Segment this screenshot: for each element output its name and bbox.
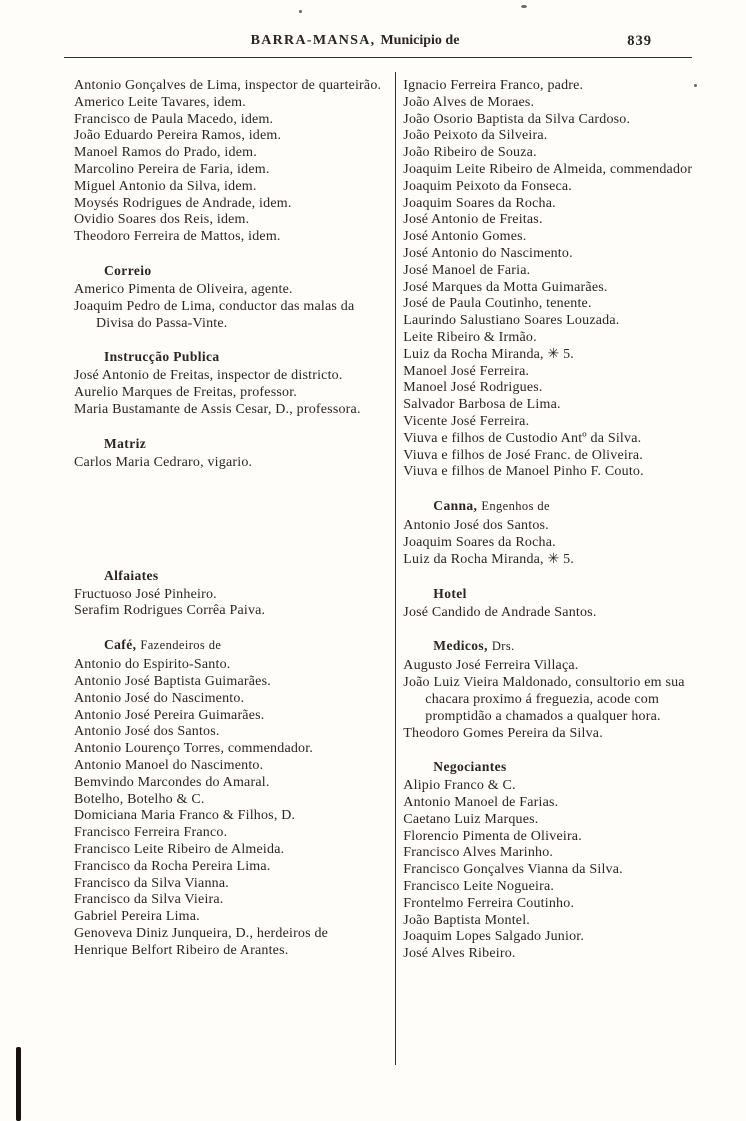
directory-entry: Laurindo Salustiano Soares Louzada. [403,313,620,329]
section-title: Instrucção Publica [104,349,220,365]
directory-entry: João Luiz Vieira Maldonado, consultorio em sua chacara proximo á freguezia, acode com promptidão a chamados a qualquer hora. [403,675,685,724]
municipality-title-suffix: Municipio de [380,33,460,48]
directory-entry: Francisco da Silva Vianna. [74,875,229,891]
directory-entry: Frontelmo Ferreira Coutinho. [403,895,575,911]
directory-entry: Serafim Rodrigues Corrêa Paiva. [74,603,266,619]
directory-entry: Bemvindo Marcondes do Amaral. [74,774,270,790]
directory-section [403,78,696,481]
directory-entry: José Candido de Andrade Santos. [403,604,597,620]
directory-entry: Miguel Antonio da Silva, idem. [74,178,257,194]
directory-entry: Augusto José Ferreira Villaça. [403,658,579,674]
directory-entry: Theodoro Ferreira de Mattos, idem. [74,229,281,245]
page-number: 839 [627,33,652,49]
section-title: Matriz [104,435,147,451]
directory-entry: Antonio Manoel de Farias. [403,795,559,811]
directory-entry: Salvador Barbosa de Lima. [403,397,561,413]
scan-artifact-bar [16,1047,21,1121]
directory-entry: Antonio Manoel do Nascimento. [74,757,264,773]
directory-entry: Genoveva Diniz Junqueira, D., herdeiros de [74,925,329,941]
directory-entry: João Ribeiro de Souza. [403,145,537,161]
section-heading [433,759,696,774]
directory-entry: Aurelio Marques de Freitas, professor. [74,385,297,401]
directory-entry: José Marques da Motta Guimarães. [403,279,608,295]
section-heading [104,436,388,451]
directory-entry: Viuva e filhos de Manoel Pinho F. Couto. [403,464,644,480]
directory-entry: Francisco de Paula Macedo, idem. [74,111,274,127]
directory-section [403,638,696,742]
directory-section [74,263,388,332]
section-title: Café, [104,637,137,653]
header-rule [64,57,692,58]
directory-entry: Luiz da Rocha Miranda, ✳ 5. [403,551,574,567]
directory-entry: Ignacio Ferreira Franco, padre. [403,78,584,93]
directory-entry: Francisco Gonçalves Vianna da Silva. [403,862,623,878]
directory-entry: Francisco Leite Ribeiro de Almeida. [74,841,285,857]
directory-entry: Antonio José Pereira Guimarães. [74,707,265,723]
section-heading [104,263,388,278]
directory-entry: Vicente José Ferreira. [403,413,530,429]
directory-entry: João Eduardo Pereira Ramos, idem. [74,128,282,144]
section-subtitle: Engenhos de [481,499,550,514]
directory-entry: José Manoel de Faria. [403,262,531,278]
directory-entry: Manoel José Rodrigues. [403,380,543,396]
directory-entry: Florencio Pimenta de Oliveira. [403,828,582,844]
scan-speck [299,10,302,13]
directory-entry: Francisco Leite Nogueira. [403,879,555,895]
directory-section [74,436,388,472]
directory-entry: Caetano Luiz Marques. [403,811,539,827]
section-heading [433,586,696,601]
directory-entry: Joaquim Soares da Rocha. [403,534,556,550]
directory-entry: Joaquim Lopes Salgado Junior. [403,929,585,945]
directory-entry: Gabriel Pereira Lima. [74,909,200,925]
directory-entry: Botelho, Botelho & C. [74,791,205,807]
directory-entry: João Alves de Moraes. [403,94,535,110]
directory-entry: Joaquim Leite Ribeiro de Almeida, commendador [403,161,693,177]
section-title: Hotel [433,585,467,601]
directory-entry: Antonio José dos Santos. [403,518,549,534]
directory-entry: José Antonio de Freitas, inspector de districto. [74,368,343,384]
directory-entry: Viuva e filhos de José Franc. de Oliveira. [403,447,643,463]
directory-entry: Joaquim Peixoto da Fonseca. [403,178,573,194]
directory-entry: Marcolino Pereira de Faria, idem. [74,161,270,177]
directory-entry: José Alves Ribeiro. [403,946,516,962]
directory-entry: Antonio do Espirito-Santo. [74,657,231,673]
section-heading [104,568,388,583]
directory-section [403,498,696,568]
directory-entry: Moysés Rodrigues de Andrade, idem. [74,195,292,211]
left-column [74,72,395,1065]
directory-entry: Ovidio Soares dos Reis, idem. [74,212,250,228]
directory-section [74,568,388,621]
directory-entry: Antonio José dos Santos. [74,724,220,740]
directory-section [74,349,388,418]
directory-entry: Alipio Franco & C. [403,778,516,794]
section-subtitle: Drs. [491,639,515,654]
directory-entry: Francisco da Rocha Pereira Lima. [74,858,271,874]
directory-entry: José Antonio de Freitas. [403,212,543,228]
section-title: Negociantes [433,759,507,775]
directory-entry: José Antonio Gomes. [403,229,527,245]
directory-entry: Manoel Ramos do Prado, idem. [74,145,257,161]
directory-entry: Fructuoso José Pinheiro. [74,586,217,602]
directory-section [74,78,388,246]
directory-entry: Antonio José do Nascimento. [74,690,245,706]
directory-entry: Americo Leite Tavares, idem. [74,94,246,110]
directory-entry: Antonio Gonçalves de Lima, inspector de quarteirão. [74,78,382,93]
directory-entry: Joaquim Soares da Rocha. [403,195,556,211]
directory-entry: Luiz da Rocha Miranda, ✳ 5. [403,346,574,362]
right-column [396,72,696,1065]
section-heading [433,638,696,654]
running-header [74,33,636,53]
directory-entry: Viuva e filhos de Custodio Antº da Silva. [403,430,642,446]
directory-entry: Antonio José Baptista Guimarães. [74,673,271,689]
municipality-title: BARRA-MANSA, [250,33,376,48]
directory-entry: José de Paula Coutinho, tenente. [403,296,592,312]
directory-entry: Antonio Lourenço Torres, commendador. [74,741,314,757]
directory-entry: Maria Bustamante de Assis Cesar, D., professora. [74,401,361,417]
section-title: Medicos, [433,638,488,654]
directory-entry: José Antonio do Nascimento. [403,245,573,261]
directory-entry: Francisco Ferreira Franco. [74,825,228,841]
directory-entry: Joaquim Pedro de Lima, conductor das malas da Divisa do Passa-Vinte. [74,298,355,331]
directory-columns [74,72,696,1065]
section-title: Canna, [433,498,478,514]
section-heading [104,637,388,653]
directory-entry: João Peixoto da Silveira. [403,128,548,144]
directory-entry: Domiciana Maria Franco & Filhos, D. [74,808,296,824]
scan-speck [521,5,527,8]
section-subtitle: Fazendeiros de [140,638,222,653]
directory-entry: João Osorio Baptista da Silva Cardoso. [403,111,631,127]
directory-entry: Henrique Belfort Ribeiro de Arantes. [74,942,289,958]
directory-entry: Carlos Maria Cedraro, vigario. [74,454,253,470]
directory-entry: Manoel José Ferreira. [403,363,530,379]
directory-entry: Leite Ribeiro & Irmão. [403,329,537,345]
directory-section [403,586,696,622]
directory-entry: João Baptista Montel. [403,912,530,928]
section-title: Alfaiates [104,567,159,583]
directory-entry: Theodoro Gomes Pereira da Silva. [403,725,603,741]
section-heading [433,498,696,514]
scan-speck [694,84,697,87]
directory-section [403,759,696,963]
directory-entry: Francisco da Silva Vieira. [74,892,224,908]
section-title: Correio [104,262,152,278]
directory-entry: Americo Pimenta de Oliveira, agente. [74,281,293,297]
directory-entry: Francisco Alves Marinho. [403,845,554,861]
section-heading [104,349,388,364]
directory-section [74,637,388,959]
